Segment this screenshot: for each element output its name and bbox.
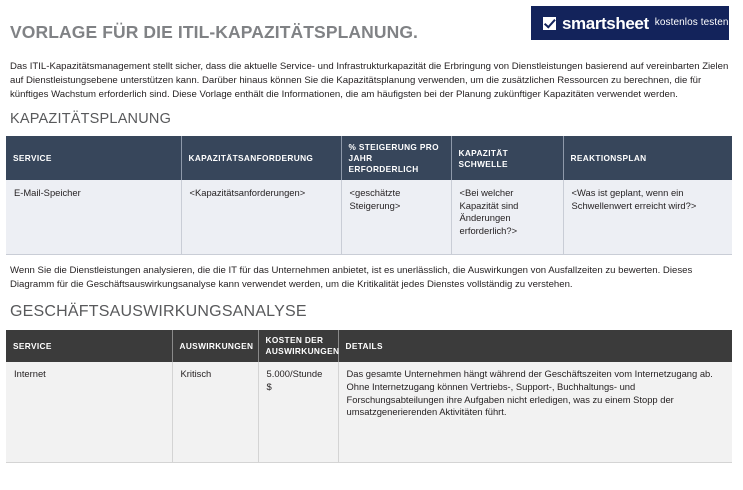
cell-details[interactable]: Das gesamte Unternehmen hängt während der Geschäftszeiten vom Internetzugang ab. Ohne Internetzugang können Vertriebs-, Support-, Buchhaltungs- und Forschungsabteilungen ihre Aufgaben nicht erledigen, was zu einem Stopp der umsatzgenerierenden Aktivitäten führt. (338, 362, 732, 462)
checkbox-icon (543, 17, 556, 30)
cell-cost[interactable]: 5.000/Stunde $ (258, 362, 338, 462)
smartsheet-logo-banner[interactable] (531, 6, 729, 40)
capacity-planning-table (6, 136, 732, 255)
column-header-threshold[interactable]: KAPAZITÄT SCHWELLE (451, 136, 563, 180)
cell-response[interactable]: <Was ist geplant, wenn ein Schwellenwert erreicht wird?> (563, 180, 732, 254)
table-header-row (6, 330, 732, 362)
cell-service[interactable]: Internet (6, 362, 172, 462)
intro-paragraph: Das ITIL-Kapazitätsmanagement stellt sicher, dass die aktuelle Service- und Infrastrukturkapazität die Erbringung von Dienstleistungen basierend auf vereinbarten Zielen auf Dienstleistungsebene unterstützen kann. Darüber hinaus können Sie die Kapazitätsplanung verwenden, um die zusätzlichen Ressourcen zu berechnen, die für künftiges Wachstum erforderlich sind. Diese Vorlage enthält die Informationen, die am häufigsten bei der Planung zukünftiger Kapazitäten verwendet werden. (10, 61, 729, 101)
cell-requirement[interactable]: <Kapazitätsanforderungen> (181, 180, 341, 254)
document-header (10, 0, 733, 52)
cell-impact[interactable]: Kritisch (172, 362, 258, 462)
column-header-requirement[interactable]: KAPAZITÄTSANFORDERUNG (181, 136, 341, 180)
table-header-row (6, 136, 732, 180)
column-header-service[interactable]: SERVICE (6, 330, 172, 362)
table-row[interactable] (6, 362, 732, 462)
business-impact-analysis-table (6, 330, 732, 463)
column-header-impact[interactable]: AUSWIRKUNGEN (172, 330, 258, 362)
free-trial-label[interactable]: kostenlos testen (654, 17, 729, 28)
column-header-increase[interactable]: % STEIGERUNG PRO JAHR ERFORDERLICH (341, 136, 451, 180)
smartsheet-wordmark: smartsheet (562, 13, 649, 33)
cell-service[interactable]: E-Mail-Speicher (6, 180, 181, 254)
column-header-response[interactable]: REAKTIONSPLAN (563, 136, 732, 180)
section-heading-capacity-planning: KAPAZITÄTSPLANUNG (10, 111, 172, 127)
cell-increase[interactable]: <geschätzte Steigerung> (341, 180, 451, 254)
business-impact-intro-paragraph: Wenn Sie die Dienstleistungen analysieren, die die IT für das Unternehmen anbietet, ist es unerlässlich, die Auswirkungen von Ausfallzeiten zu bewerten. Dieses Diagramm für die Geschäftsauswirkungsanalyse kann verwendet werden, um die Kritikalität jedes Dienstes vollständig zu verstehen. (10, 265, 693, 291)
cell-threshold[interactable]: <Bei welcher Kapazität sind Änderungen erforderlich?> (451, 180, 563, 254)
section-heading-business-impact-analysis: GESCHÄFTSAUSWIRKUNGSANALYSE (10, 303, 307, 320)
column-header-cost[interactable]: KOSTEN DER AUSWIRKUNGEN (258, 330, 338, 362)
table-row[interactable] (6, 180, 732, 254)
column-header-details[interactable]: DETAILS (338, 330, 732, 362)
column-header-service[interactable]: SERVICE (6, 136, 181, 180)
page-title: VORLAGE FÜR DIE ITIL-KAPAZITÄTSPLANUNG. (10, 22, 419, 42)
